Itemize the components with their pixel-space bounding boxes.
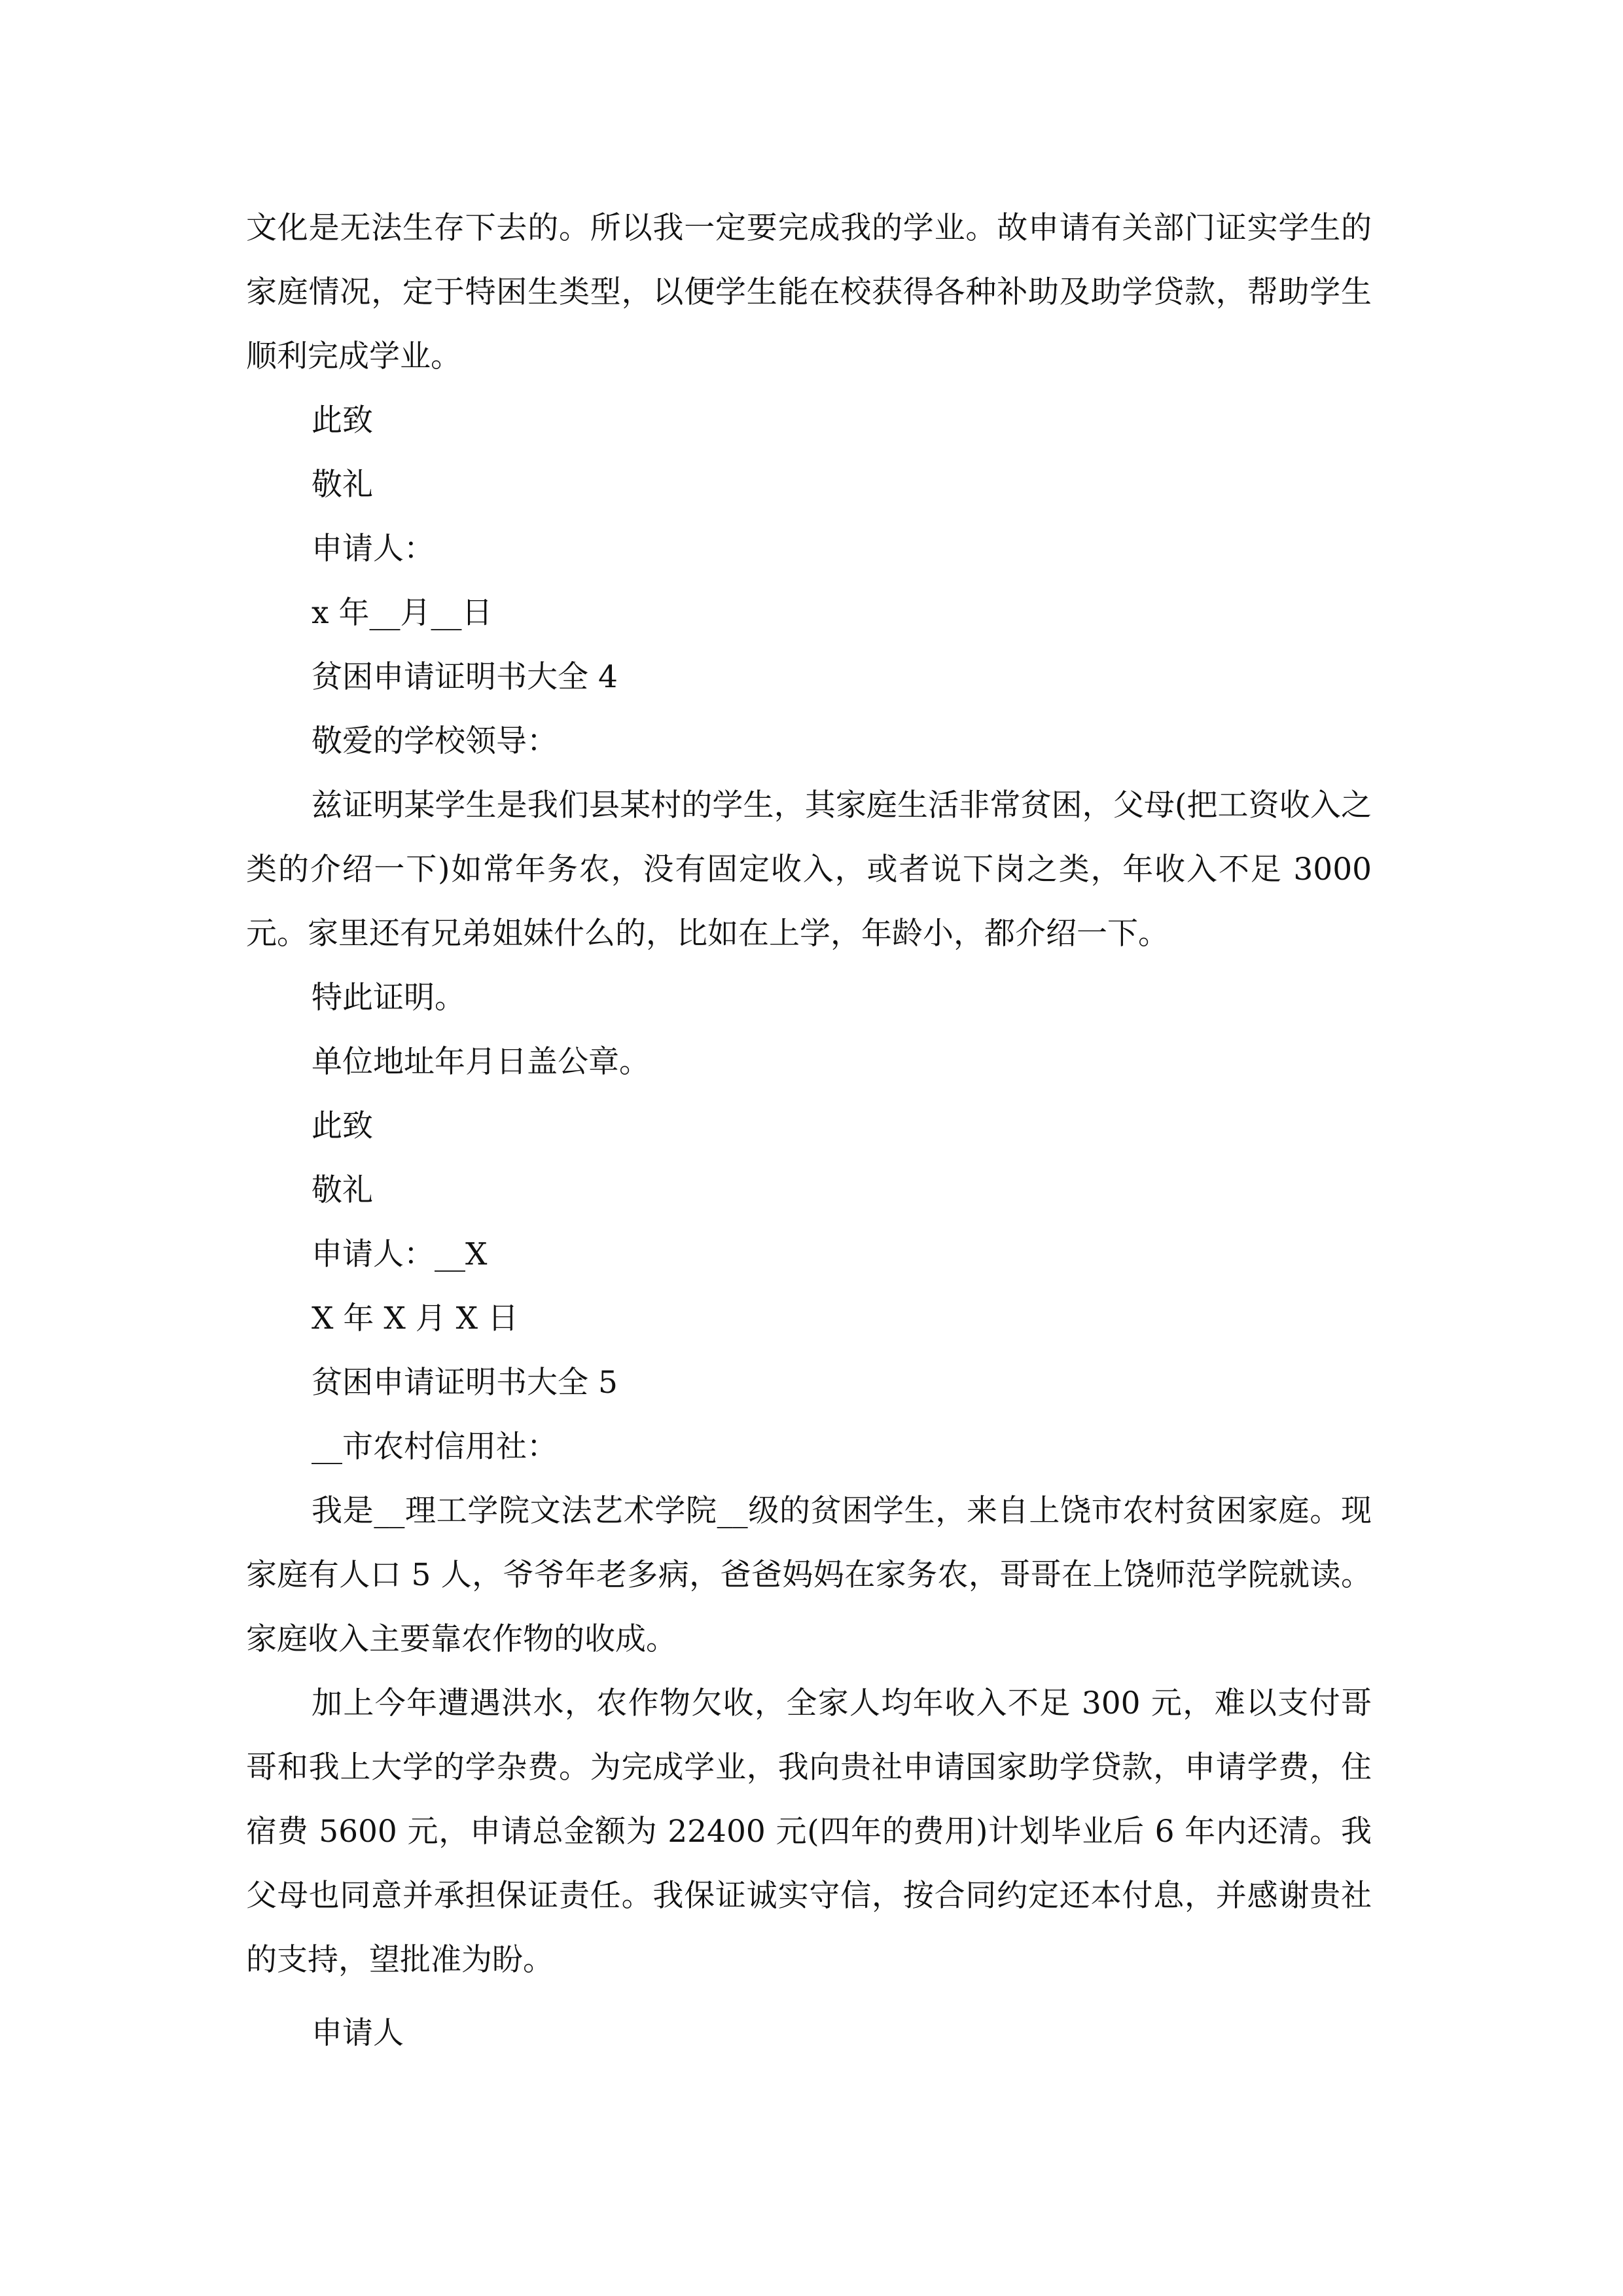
closing-salutation: 此致 xyxy=(312,1108,373,1144)
closing-salutation: 此致 xyxy=(312,403,373,439)
section-heading: 贫困申请证明书大全 5 xyxy=(312,1365,618,1401)
section-heading: 贫困申请证明书大全 4 xyxy=(312,659,618,695)
letter-body: 兹证明某学生是我们县某村的学生，其家庭生活非常贫困，父母(把工资收入之类的介绍一下)如常年务农，没有固定收入，或者说下岗之类，年收入不足 3000 元。家里还有兄弟姐妹什么的，比如在上学，年龄小，都介绍一下。 xyxy=(246,787,1372,952)
letter-body: 我是__理工学院文法艺术学院__级的贫困学生，来自上饶市农村贫困家庭。现家庭有人口 5 人，爷爷年老多病，爸爸妈妈在家务农，哥哥在上饶师范学院就读。家庭收入主要靠农作物的收成。 xyxy=(246,1493,1372,1657)
closing-regards: 敬礼 xyxy=(312,1172,373,1208)
certification-line: 特此证明。 xyxy=(312,980,465,1016)
document-body xyxy=(246,196,1372,2066)
date-line: x 年__月__日 xyxy=(312,595,493,631)
letter-greeting: __市农村信用社： xyxy=(312,1429,558,1465)
paragraph-continuation: 文化是无法生存下去的。所以我一定要完成我的学业。故申请有关部门证实学生的家庭情况，定于特困生类型，以便学生能在校获得各种补助及助学贷款，帮助学生顺利完成学业。 xyxy=(246,210,1372,374)
applicant-label: 申请人：__X xyxy=(312,1236,488,1272)
applicant-label: 申请人： xyxy=(312,531,435,567)
unit-address-line: 单位地址年月日盖公章。 xyxy=(312,1044,650,1080)
closing-regards: 敬礼 xyxy=(312,467,373,503)
date-line: X 年 X 月 X 日 xyxy=(312,1300,519,1336)
applicant-label: 申请人 xyxy=(312,2015,404,2051)
letter-greeting: 敬爱的学校领导： xyxy=(312,723,558,759)
letter-body: 加上今年遭遇洪水，农作物欠收，全家人均年收入不足 300 元，难以支付哥哥和我上大学的学杂费。为完成学业，我向贵社申请国家助学贷款，申请学费，住宿费 5600 元，申请总金额为 22400 元(四年的费用)计划毕业后 6 年内还清。我父母也同意并承担保证责任。我保证诚实守信，按合同约定还本付息，并感谢贵社的支持，望批准为盼。 xyxy=(246,1685,1372,1978)
